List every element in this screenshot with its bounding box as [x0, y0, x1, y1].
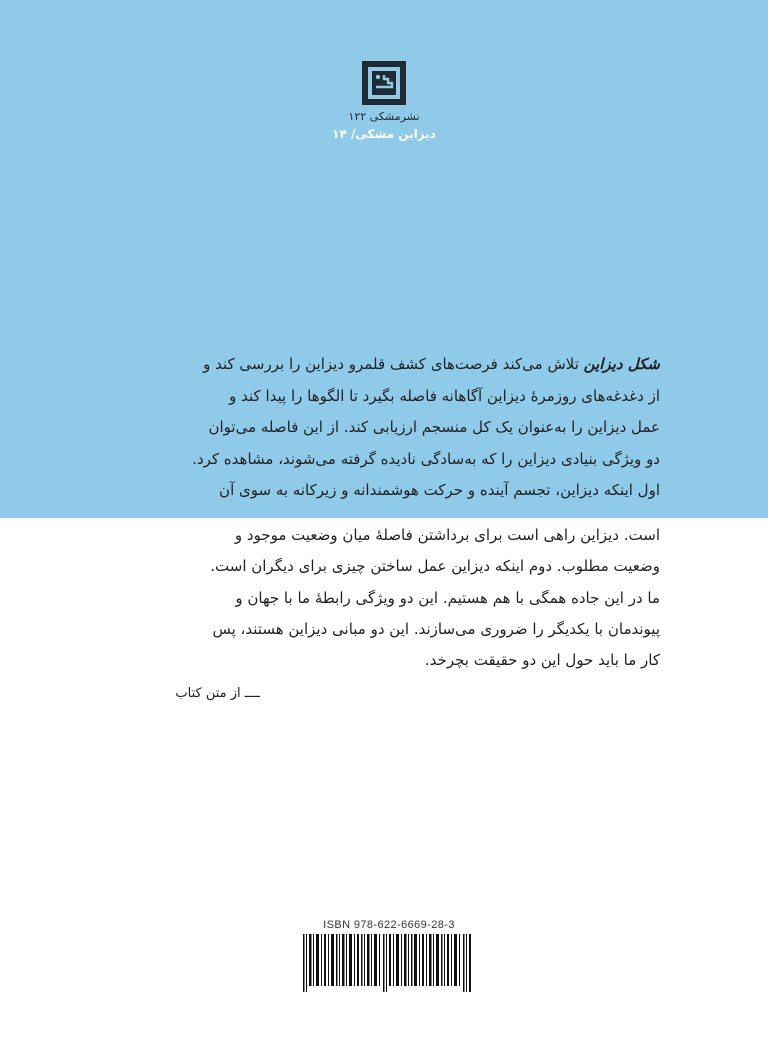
blurb-line-7: وضعیت مطلوب. دوم اینکه دیزاین عملِ ساختن چیزی برای دیگران است. [210, 557, 660, 575]
source-attribution: ــــ از متن کتاب [175, 686, 260, 701]
blurb-line-9: پیوندمان با یکدیگر را ضروری می‌سازند. این دو مبانی دیزاین هستند، پس [212, 620, 660, 638]
publisher-series-label: نشرمشکی ۱۲۲ [348, 110, 420, 123]
design-series-label: دیزاین مشکی/ ۱۴ [332, 127, 436, 141]
blurb-line-10: کار ما باید حول این دو حقیقت بچرخد. [424, 651, 660, 669]
blurb-line-8: ما در این جاده همگی با هم هستیم. این دو ویژگی رابطهٔ ما با جهان و [235, 589, 660, 607]
blurb-line-4: دو ویژگی بنیادی دیزاین را که به‌سادگی نادیده گرفته می‌شوند، مشاهده کرد. [192, 450, 660, 468]
book-title: شکل دیزاین [583, 355, 660, 373]
blurb-line-1 [140, 355, 660, 373]
isbn-number: ISBN 978-622-6669-28-3 [323, 919, 455, 931]
blurb-line-3: عمل دیزاین را به‌عنوان یک کل منسجم ارزیابی کند. از این فاصله می‌توان [208, 418, 660, 436]
blurb-line-2: از دغدغه‌های روزمرهٔ دیزاین آگاهانه فاصله بگیرد تا الگوها را پیدا کند و [229, 387, 660, 405]
blurb-line-5: اول اینکه دیزاین، تجسم آینده و حرکت هوشمندانه و زیرکانه به سوی آن [219, 481, 660, 499]
blurb-line-6: است. دیزاین راهی است برای برداشتن فاصلهٔ میان وضعیت موجود و [234, 526, 660, 544]
publisher-logo [361, 60, 407, 106]
blurb-line-1-text: تلاش می‌کند فرصت‌های کشف قلمرو دیزاین را بررسی کند و [203, 355, 579, 373]
barcode [300, 934, 476, 992]
